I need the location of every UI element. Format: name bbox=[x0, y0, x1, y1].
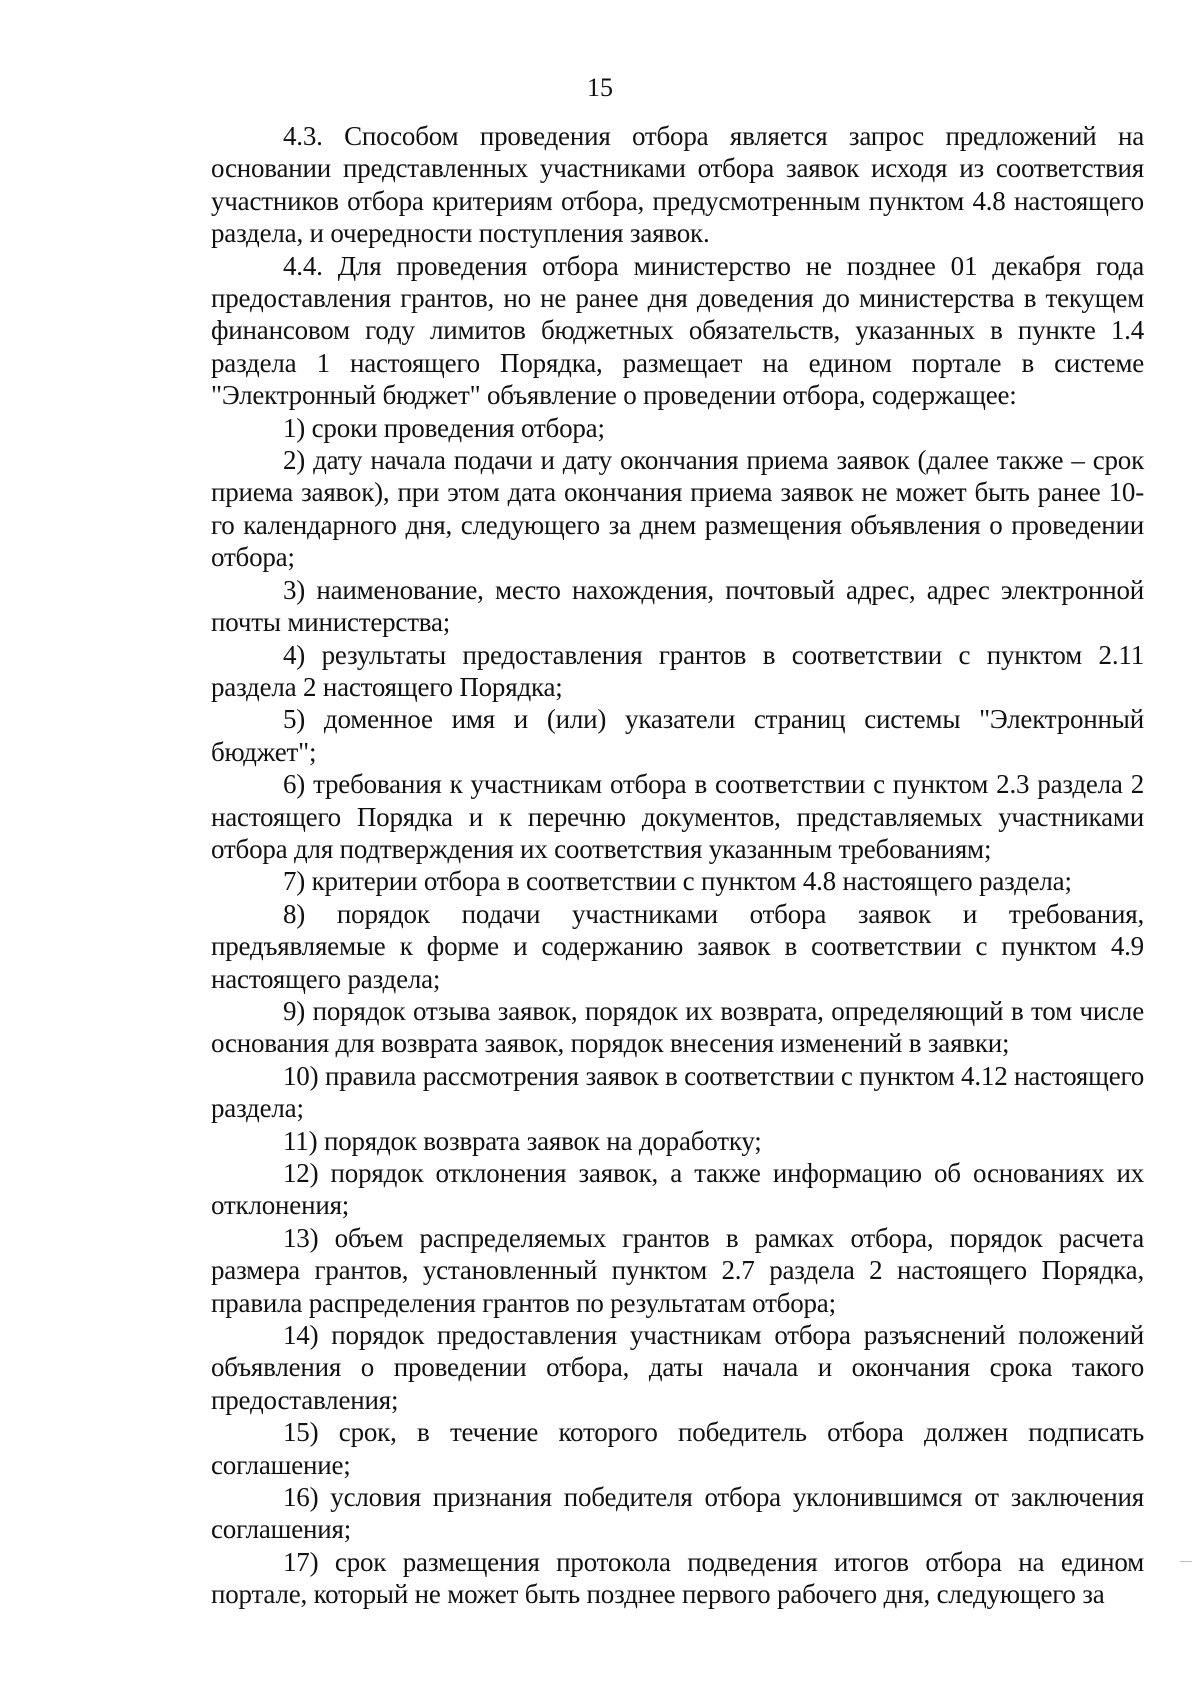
list-item-17: 17) срок размещения протокола подведения итогов отбора на едином портале, который не может быть позднее первого рабочего дня, следующего за bbox=[211, 1546, 1144, 1610]
list-item-9: 9) порядок отзыва заявок, порядок их возврата, определяющий в том числе основания для возврата заявок, порядок внесения изменений в заявки; bbox=[211, 995, 1144, 1059]
list-item-1: 1) сроки проведения отбора; bbox=[283, 412, 605, 443]
document-body bbox=[211, 120, 1144, 1611]
list-item-8: 8) порядок подачи участниками отбора заявок и требования, предъявляемые к форме и содержанию заявок в соответствии с пунктом 4.9 настоящего раздела; bbox=[211, 898, 1144, 994]
list-item-16: 16) условия признания победителя отбора уклонившимся от заключения соглашения; bbox=[211, 1482, 1144, 1545]
list-item-12: 12) порядок отклонения заявок, а также информацию об основаниях их отклонения; bbox=[211, 1158, 1144, 1221]
list-item-5: 5) доменное имя и (или) указатели страниц системы "Электронный бюджет"; bbox=[211, 704, 1144, 767]
list-item-2: 2) дату начала подачи и дату окончания приема заявок (далее также – срок приема заявок), при этом дата окончания приема заявок не может быть ранее 10-го календарного дня, следующего за днем размещения объявления о проведении отбора; bbox=[211, 445, 1144, 573]
list-item-7: 7) критерии отбора в соответствии с пунктом 4.8 настоящего раздела; bbox=[283, 866, 1072, 897]
paragraph-4-4: 4.4. Для проведения отбора министерство не позднее 01 декабря года предоставления грантов, но не ранее дня доведения до министерства в текущем финансовом году лимитов бюджетных обязательств, указанных в пункте 1.4 раздела 1 настоящего Порядка, размещает на едином портале в системе "Электронный бюджет" объявление о проведении отбора, содержащее: bbox=[211, 250, 1144, 411]
list-item-15: 15) срок, в течение которого победитель отбора должен подписать соглашение; bbox=[211, 1417, 1144, 1480]
list-item-14: 14) порядок предоставления участникам отбора разъяснений положений объявления о проведении отбора, даты начала и окончания срока такого предоставления; bbox=[211, 1320, 1144, 1415]
list-item-13: 13) объем распределяемых грантов в рамках отбора, порядок расчета размера грантов, установленный пунктом 2.7 раздела 2 настоящего Порядка, правила распределения грантов по результатам отбора; bbox=[211, 1222, 1144, 1318]
list-item-10: 10) правила рассмотрения заявок в соответствии с пунктом 4.12 настоящего раздела; bbox=[211, 1060, 1144, 1124]
page-number: 15 bbox=[587, 73, 613, 102]
paragraph-4-3: 4.3. Способом проведения отбора является запрос предложений на основании представленных участниками отбора заявок исходя из соответствия участников отбора критериям отбора, предусмотренным пунктом 4.8 настоящего раздела, и очередности поступления заявок. bbox=[211, 121, 1144, 249]
list-item-6: 6) требования к участникам отбора в соответствии с пунктом 2.3 раздела 2 настоящего Порядка и к перечню документов, представляемых участниками отбора для подтверждения их соответствия указанным требованиям; bbox=[211, 769, 1144, 864]
scan-edge-mark bbox=[1180, 1561, 1192, 1562]
list-item-11: 11) порядок возврата заявок на доработку; bbox=[283, 1125, 762, 1156]
list-item-3: 3) наименование, место нахождения, почтовый адрес, адрес электронной почты министерства; bbox=[211, 574, 1144, 638]
list-item-4: 4) результаты предоставления грантов в соответствии с пунктом 2.11 раздела 2 настоящего Порядка; bbox=[211, 639, 1144, 702]
